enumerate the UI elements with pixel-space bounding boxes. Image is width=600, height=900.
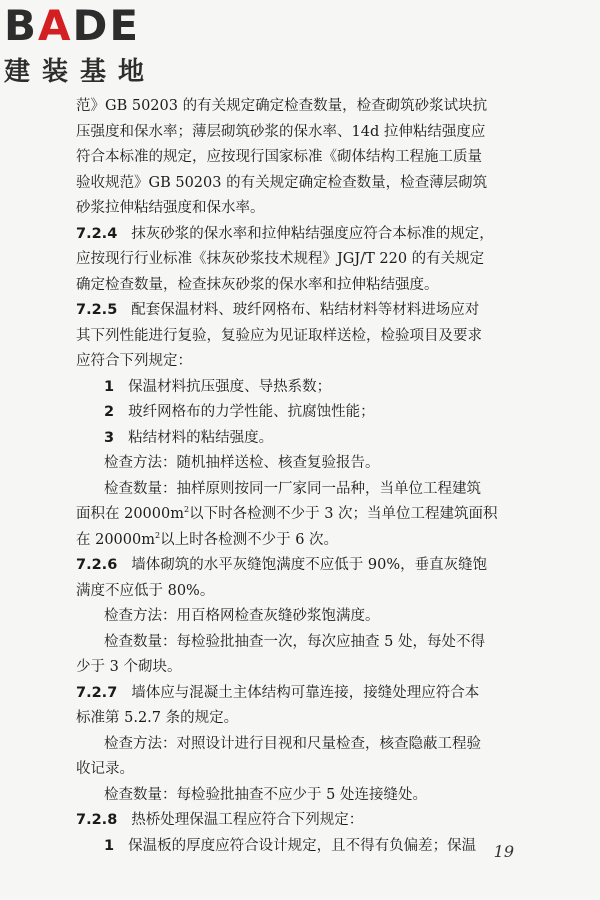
text-line: 应按现行行业标准《抹灰砂浆技术规程》JGJ/T 220 的有关规定 [76,251,485,267]
clause-7-2-7 [76,681,526,707]
text-line: 标准第 5.2.7 条的规定。 [76,710,239,726]
text-line: 满度不应低于 80%。 [76,582,215,599]
text-line: 压强度和保水率；薄层砌筑砂浆的保水率、14d 拉伸粘结强度应 [76,123,486,140]
clause-text: 配套保温材料、玻纤网格布、粘结材料等材料进场应对 [131,302,480,318]
item-number: 1 [104,837,115,854]
list-item [76,426,526,452]
text-line: 确定检查数量，检查抹灰砂浆的保水率和拉伸粘结强度。 [76,276,439,293]
clause-number: 7.2.4 [76,225,118,242]
item-text: 保温板的厚度应符合设计规定，且不得有负偏差；保温 [128,837,477,854]
page-number: 19 [493,842,514,861]
text-line: 收记录。 [76,761,134,777]
text-line: 检查方法：随机抽样送检、核查复验报告。 [104,455,380,471]
logo-subtitle: 建装基地 [4,57,157,87]
text-line: 面积在 $20000m^2$以下时各检测不少于 3 次；当单位工程建筑面积 [76,505,498,522]
text-line: 检查数量：每检验批抽查一次，每次应抽查 5 处，每处不得 [104,633,485,650]
clause-text: 抹灰砂浆的保水率和拉伸粘结强度应符合本标准的规定， [131,225,494,242]
list-item [76,834,526,860]
clause-text: 热桥处理保温工程应符合下列规定： [131,812,364,828]
item-text: 粘结材料的粘结强度。 [128,429,274,446]
document-body [76,94,526,859]
clause-7-2-8 [76,808,526,834]
item-number: 1 [104,378,115,395]
text-line: 砂浆拉伸粘结强度和保水率。 [76,200,265,216]
text-line: 其下列性能进行复验，复验应为见证取样送检，检验项目及要求 [76,327,482,344]
clause-7-2-4 [76,222,526,248]
text-line: 范》GB 50203 的有关规定确定检查数量，检查砌筑砂浆试块抗 [76,98,488,114]
clause-text: 墙体砌筑的水平灰缝饱满度不应低于 90%，垂直灰缝饱 [131,557,488,573]
clause-7-2-5 [76,298,526,324]
item-number: 2 [104,404,115,420]
logo-wordmark: BADE [4,1,141,50]
text-line: 符合本标准的规定，应按现行国家标准《砌体结构工程施工质量 [76,149,482,165]
item-text: 玻纤网格布的力学性能、抗腐蚀性能； [128,404,375,420]
list-item [76,375,526,401]
item-text: 保温材料抗压强度、导热系数； [128,378,332,395]
text-line: 在 $20000m^2$以上时各检测不少于 6 次。 [76,530,339,548]
clause-number: 7.2.5 [76,302,118,318]
text-line: 检查数量：每检验批抽查不应少于 5 处连接缝处。 [104,786,427,803]
bade-logo [4,2,184,98]
item-number: 3 [104,429,115,446]
clause-number: 7.2.6 [76,557,118,573]
text-line: 验收规范》GB 50203 的有关规定确定检查数量，检查薄层砌筑 [76,174,488,191]
clause-text: 墙体应与混凝土主体结构可靠连接，接缝处理应符合本 [131,684,480,701]
text-line: 应符合下列规定： [76,353,192,369]
text-line: 检查方法：对照设计进行目视和尺量检查，核查隐蔽工程验 [104,735,481,752]
text-line: 少于 3 个砌块。 [76,659,182,675]
text-line: 检查方法：用百格网检查灰缝砂浆饱满度。 [104,608,380,624]
clause-number: 7.2.8 [76,812,118,828]
list-item [76,400,526,426]
clause-7-2-6 [76,553,526,579]
text-line: 检查数量：抽样原则按同一厂家同一品种，当单位工程建筑 [104,480,481,497]
clause-number: 7.2.7 [76,684,118,701]
